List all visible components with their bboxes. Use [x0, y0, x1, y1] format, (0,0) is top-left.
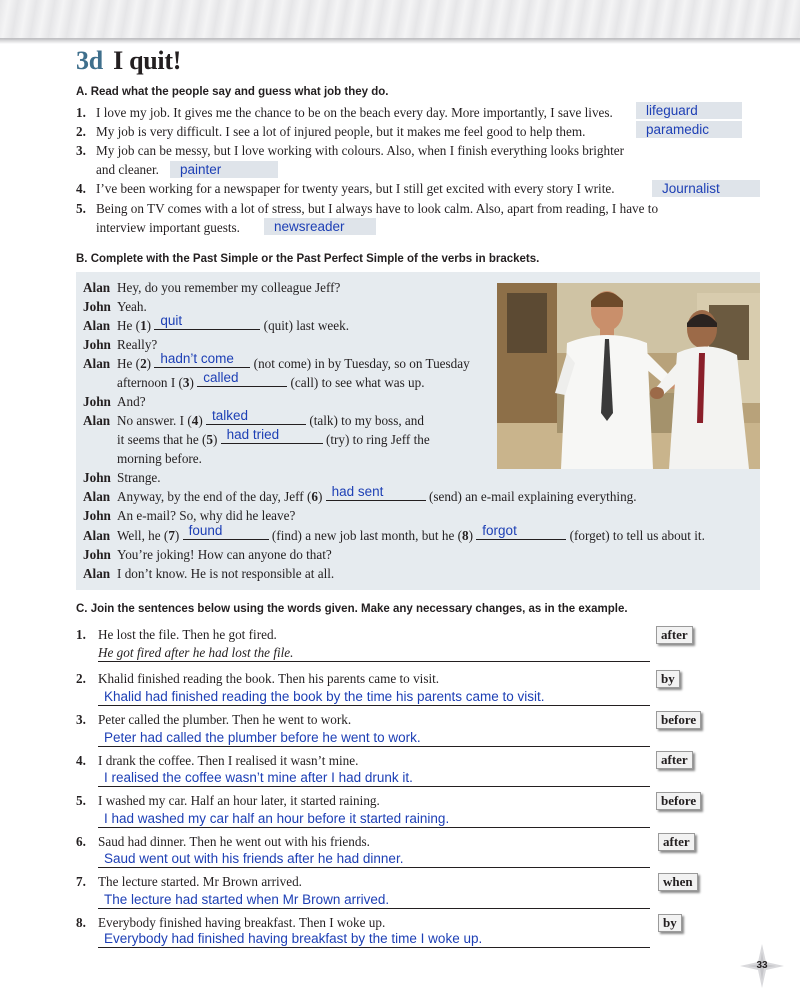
answer-box-1[interactable]: lifeguard [636, 102, 742, 119]
blank-answer: hadn’t come [160, 351, 234, 366]
answer-text: I realised the coffee wasn’t mine after I had drunk it. [104, 770, 413, 785]
blank-5[interactable] [221, 427, 323, 444]
line-part: (call) to see what was up. [290, 375, 425, 390]
item-number: 5. [76, 201, 86, 216]
line-part: ) [146, 318, 152, 333]
speaker: John [83, 470, 111, 485]
example-answer-line [98, 644, 650, 662]
line-part: it seems that he ( [117, 432, 207, 447]
prompt-text: I drank the coffee. Then I realised it wasn’t mine. [98, 753, 359, 768]
prompt-text: Khalid finished reading the book. Then his parents came to visit. [98, 671, 440, 686]
linking-word-tag: before [656, 711, 701, 729]
line-text: Yeah. [117, 299, 147, 314]
answer-text: Peter had called the plumber before he went to work. [104, 730, 421, 745]
line-part: ) [317, 489, 323, 504]
line-text: I don’t know. He is not responsible at all. [117, 566, 335, 581]
line-text [117, 313, 349, 335]
line-part: Anyway, by the end of the day, Jeff ( [117, 489, 312, 504]
item-text: My job can be messy, but I love working with colours. Also, when I finish everything looks brighter [96, 143, 625, 158]
line-part: ) [468, 528, 473, 543]
blank-1[interactable] [154, 313, 260, 330]
blank-answer: called [203, 370, 239, 385]
blank-number: 8 [462, 528, 469, 543]
blank-6[interactable] [326, 484, 426, 501]
item-text: interview important guests. [96, 220, 240, 235]
speaker: Alan [83, 280, 111, 295]
speaker: Alan [83, 413, 111, 428]
speaker: John [83, 337, 111, 352]
page-title [76, 46, 181, 76]
answer-box-4[interactable]: Journalist [652, 180, 760, 197]
blank-number: 4 [191, 413, 199, 428]
speaker: John [83, 508, 111, 523]
item-number: 5. [76, 793, 86, 808]
answer-box-5[interactable]: newsreader [264, 218, 376, 235]
speaker: Alan [83, 318, 111, 333]
answer-text: Everybody had finished having breakfast by the time I woke up. [104, 931, 483, 946]
blank-answer: quit [160, 313, 183, 328]
item-number: 3. [76, 143, 86, 158]
linking-word-tag: by [656, 670, 680, 688]
answer-line[interactable] [98, 688, 650, 706]
line-text: And? [117, 394, 146, 409]
line-part: ) [198, 413, 203, 428]
line-text [117, 427, 430, 449]
blank-3[interactable] [197, 370, 287, 387]
answer-line[interactable] [98, 891, 650, 909]
line-text [117, 484, 637, 506]
linking-word-tag: after [658, 833, 695, 851]
line-part: (find) a new job last month, but he ( [271, 528, 462, 543]
answer-text: I had washed my car half an hour before it started raining. [104, 811, 450, 826]
line-part: He ( [117, 318, 141, 333]
blank-4[interactable] [206, 408, 306, 425]
speaker: John [83, 547, 111, 562]
answer-line[interactable] [98, 729, 650, 747]
prompt-text: He lost the file. Then he got fired. [98, 627, 277, 642]
blank-answer: had sent [331, 484, 384, 499]
answer-text: The lecture had started when Mr Brown arrived. [104, 892, 390, 907]
line-text [117, 351, 470, 373]
section-c-heading: C. Join the sentences below using the words given. Make any necessary changes, as in the example. [76, 603, 628, 615]
item-number: 1. [76, 627, 86, 642]
prompt-text: Everybody finished having breakfast. Then I woke up. [98, 915, 386, 930]
linking-word-tag: after [656, 626, 693, 644]
item-number: 1. [76, 105, 86, 120]
page-number-badge [738, 942, 786, 990]
prompt-text: I washed my car. Half an hour later, it started raining. [98, 793, 380, 808]
line-part: ) [212, 432, 218, 447]
item-number: 6. [76, 834, 86, 849]
two-men-talking-photo [497, 283, 760, 469]
blank-answer: talked [212, 408, 249, 423]
answer-text: Saud went out with his friends after he had dinner. [104, 851, 404, 866]
line-part: ) [174, 528, 180, 543]
line-part: (forget) to tell us about it. [569, 528, 705, 543]
item-number: 7. [76, 874, 86, 889]
line-part: ) [189, 375, 194, 390]
line-part: No answer. I ( [117, 413, 192, 428]
top-decorative-band [0, 0, 800, 40]
item-number: 8. [76, 915, 86, 930]
unit-number: 3d [76, 46, 103, 75]
answer-line[interactable] [98, 810, 650, 828]
unit-title: I quit! [113, 46, 182, 75]
blank-answer: forgot [482, 523, 517, 538]
blank-number: 7 [168, 528, 175, 543]
line-part: (talk) to my boss, and [309, 413, 424, 428]
linking-word-tag: before [656, 792, 701, 810]
speaker: Alan [83, 356, 111, 371]
line-text: An e-mail? So, why did he leave? [117, 508, 296, 523]
example-answer: He got fired after he had lost the file. [98, 645, 294, 660]
item-text: and cleaner. [96, 162, 159, 177]
answer-box-2[interactable]: paramedic [636, 121, 742, 138]
line-part: (quit) last week. [263, 318, 349, 333]
line-text: You’re joking! How can anyone do that? [117, 547, 332, 562]
item-number: 4. [76, 753, 86, 768]
item-text: My job is very difficult. I see a lot of injured people, but it makes me feel good to help them. [96, 124, 586, 139]
item-text: Being on TV comes with a lot of stress, but I always have to look calm. Also, apart from reading, I have to [96, 201, 659, 216]
answer-box-3[interactable]: painter [170, 161, 278, 178]
item-text: I love my job. It gives me the chance to be on the beach every day. More importantly, I save lives. [96, 105, 613, 120]
line-text [117, 523, 705, 545]
line-part: (not come) in by Tuesday, so on Tuesday [253, 356, 470, 371]
blank-2[interactable] [154, 351, 250, 368]
line-part: (try) to ring Jeff the [325, 432, 430, 447]
blank-number: 3 [182, 375, 190, 390]
line-text: morning before. [117, 451, 202, 466]
speaker: Alan [83, 566, 111, 581]
line-part: Well, he ( [117, 528, 169, 543]
blank-number: 1 [140, 318, 147, 333]
speaker: John [83, 394, 111, 409]
page-number: 33 [756, 960, 768, 971]
prompt-text: The lecture started. Mr Brown arrived. [98, 874, 302, 889]
answer-line[interactable] [98, 850, 650, 868]
line-text: Hey, do you remember my colleague Jeff? [117, 280, 341, 295]
item-number: 2. [76, 124, 86, 139]
prompt-text: Saud had dinner. Then he went out with his friends. [98, 834, 370, 849]
line-part: ) [146, 356, 152, 371]
line-text [117, 370, 425, 392]
item-text: I’ve been working for a newspaper for twenty years, but I still get excited with every story I write. [96, 181, 615, 196]
line-part: He ( [117, 356, 141, 371]
line-text: Really? [117, 337, 158, 352]
blank-7[interactable] [183, 523, 269, 540]
line-part: afternoon I ( [117, 375, 183, 390]
blank-answer: had tried [226, 427, 280, 442]
linking-word-tag: by [658, 914, 682, 932]
speaker: John [83, 299, 111, 314]
blank-answer: found [188, 523, 223, 538]
line-text: Strange. [117, 470, 161, 485]
section-b-heading: B. Complete with the Past Simple or the Past Perfect Simple of the verbs in brackets. [76, 253, 540, 265]
blank-number: 5 [206, 432, 213, 447]
item-number: 2. [76, 671, 86, 686]
prompt-text: Peter called the plumber. Then he went to work. [98, 712, 352, 727]
top-band-shadow [0, 38, 800, 44]
speaker: Alan [83, 489, 111, 504]
linking-word-tag: after [656, 751, 693, 769]
blank-8[interactable] [476, 523, 566, 540]
section-a-heading: A. Read what the people say and guess what job they do. [76, 86, 389, 98]
linking-word-tag: when [658, 873, 698, 891]
line-part: (send) an e-mail explaining everything. [428, 489, 637, 504]
item-number: 3. [76, 712, 86, 727]
blank-number: 2 [140, 356, 147, 371]
blank-number: 6 [311, 489, 318, 504]
answer-line[interactable] [98, 769, 650, 787]
answer-text: Khalid had finished reading the book by the time his parents came to visit. [104, 689, 545, 704]
item-number: 4. [76, 181, 86, 196]
speaker: Alan [83, 528, 111, 543]
answer-line[interactable] [98, 930, 650, 948]
